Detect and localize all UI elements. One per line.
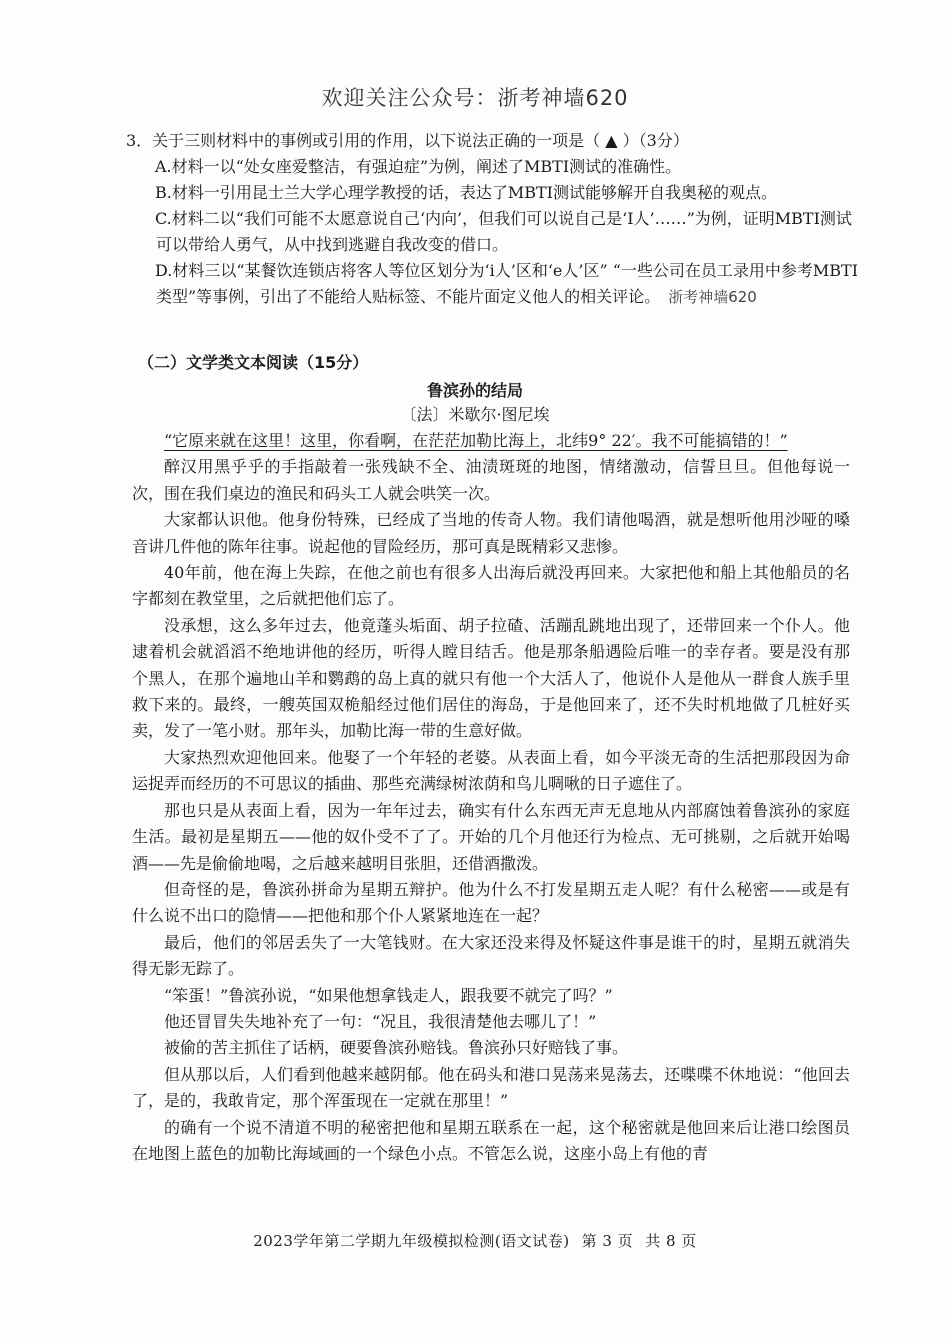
page-footer xyxy=(0,1230,950,1251)
question-3 xyxy=(126,128,866,310)
story-paragraph: 但奇怪的是，鲁滨孙拼命为星期五辩护。他为什么不打发星期五走人呢？有什么秘密——或是有什么说不出口的隐情——把他和那个仆人紧紧地连在一起？ xyxy=(132,879,850,926)
option-label: D. xyxy=(155,261,173,280)
section-title: （二）文学类文本阅读（15分） xyxy=(138,353,369,372)
option-d xyxy=(126,258,866,310)
inline-watermark: 浙考神墙620 xyxy=(668,288,757,306)
footer-page-total: 共 8 页 xyxy=(645,1232,697,1250)
option-text: 材料一以“处女座爱整洁，有强迫症”为例，阐述了MBTI测试的准确性。 xyxy=(171,157,682,176)
story-paragraph: 醉汉用黑乎乎的手指敲着一张残缺不全、油渍斑斑的地图，情绪激动，信誓旦旦。但他每说一次，围在我们桌边的渔民和码头工人就会哄笑一次。 xyxy=(132,457,850,503)
option-label: A. xyxy=(155,157,172,176)
story-paragraph: 没承想，这么多年过去，他竟蓬头垢面、胡子拉碴、活蹦乱跳地出现了，还带回来一个仆人。他逮着机会就滔滔不绝地讲他的经历，听得人瞠目结舌。他是那条船遇险后唯一的幸存者。要是没有那个黑人，在那个遍地山羊和鹦鹉的岛上真的就只有他一个大活人了，他说仆人是他从一群食人族手里救下来的。最终，一艘英国双桅船经过他们居住的海岛，于是他回来了，还不失时机地做了几桩好买卖，发了一笔小财。那年头，加勒比海一带的生意好做。 xyxy=(132,615,850,741)
story-paragraph: 被偷的苦主抓住了话柄，硬要鲁滨孙赔钱。鲁滨孙只好赔钱了事。 xyxy=(164,1038,629,1058)
footer-exam-title: 2023学年第二学期九年级模拟检测(语文试卷) xyxy=(253,1232,570,1250)
story-title: 鲁滨孙的结局 xyxy=(426,381,523,400)
option-c xyxy=(126,206,866,258)
header-watermark: 欢迎关注公众号：浙考神墙620 xyxy=(321,86,629,110)
story-paragraph: 但从那以后，人们看到他越来越阴郁。他在码头和港口晃荡来晃荡去，还喋喋不休地说：“他回去了，是的，我敢肯定，那个浑蛋现在一定就在那里！” xyxy=(132,1064,850,1111)
story-paragraph: 大家都认识他。他身份特殊，已经成了当地的传奇人物。我们请他喝酒，就是想听他用沙哑的嗓音讲几件他的陈年往事。说起他的冒险经历，那可真是既精彩又悲惨。 xyxy=(132,510,850,556)
option-text: 材料三以“某餐饮连锁店将客人等位区划分为‘i人’区和‘e人’区” “一些公司在员工录用中参考MBTI类型”等事例，引出了不能给人贴标签、不能片面定义他人的相关评论。 xyxy=(156,261,859,306)
option-b xyxy=(126,180,866,206)
option-a xyxy=(126,154,866,180)
story-paragraph: 他还冒冒失失地补充了一句：“况且，我很清楚他去哪儿了！” xyxy=(164,1011,597,1031)
option-text: 材料二以“我们可能不太愿意说自己‘内向’，但我们可以说自己是‘I人’……”为例，证明MBTI测试可以带给人勇气，从中找到逃避自我改变的借口。 xyxy=(156,209,852,254)
story-paragraph: “它原来就在这里！这里，你看啊，在茫茫加勒比海上，北纬9° 22′。我不可能搞错的！” xyxy=(164,431,788,450)
story-paragraph: “笨蛋！”鲁滨孙说，“如果他想拿钱走人，跟我要不就完了吗？” xyxy=(164,985,613,1005)
story-paragraph: 的确有一个说不清道不明的秘密把他和星期五联系在一起，这个秘密就是他回来后让港口绘图员在地图上蓝色的加勒比海域画的一个绿色小点。不管怎么说，这座小岛上有他的青 xyxy=(132,1117,850,1163)
story-paragraph: 最后，他们的邻居丢失了一大笔钱财。在大家还没来得及怀疑这件事是谁干的时，星期五就消失得无影无踪了。 xyxy=(132,932,850,979)
story-paragraph: 40年前，他在海上失踪，在他之前也有很多人出海后就没再回来。大家把他和船上其他船员的名字都刻在教堂里，之后就把他们忘了。 xyxy=(132,563,850,609)
story-paragraph: 那也只是从表面上看，因为一年年过去，确实有什么东西无声无息地从内部腐蚀着鲁滨孙的家庭生活。最初是星期五——他的奴仆受不了了。开始的几个月他还行为检点、无可挑剔，之后就开始喝酒——先是偷偷地喝，之后越来越明目张胆，还借酒撒泼。 xyxy=(132,800,850,873)
story-paragraph: 大家热烈欢迎他回来。他娶了一个年轻的老婆。从表面上看，如今平淡无奇的生活把那段因为命运捉弄而经历的不可思议的插曲、那些充满绿树浓荫和鸟儿啁啾的日子遮住了。 xyxy=(132,747,850,794)
option-text: 材料一引用昆士兰大学心理学教授的话，表达了MBTI测试能够解开自我奥秘的观点。 xyxy=(171,183,777,202)
story-author: 〔法〕米歇尔·图尼埃 xyxy=(400,405,550,424)
option-label: C. xyxy=(155,209,172,228)
footer-page-number: 第 3 页 xyxy=(581,1232,634,1250)
question-stem: 3．关于三则材料中的事例或引用的作用，以下说法正确的一项是（ ▲ ）（3分） xyxy=(126,131,689,150)
story-body xyxy=(132,428,850,1167)
option-label: B. xyxy=(155,183,172,202)
